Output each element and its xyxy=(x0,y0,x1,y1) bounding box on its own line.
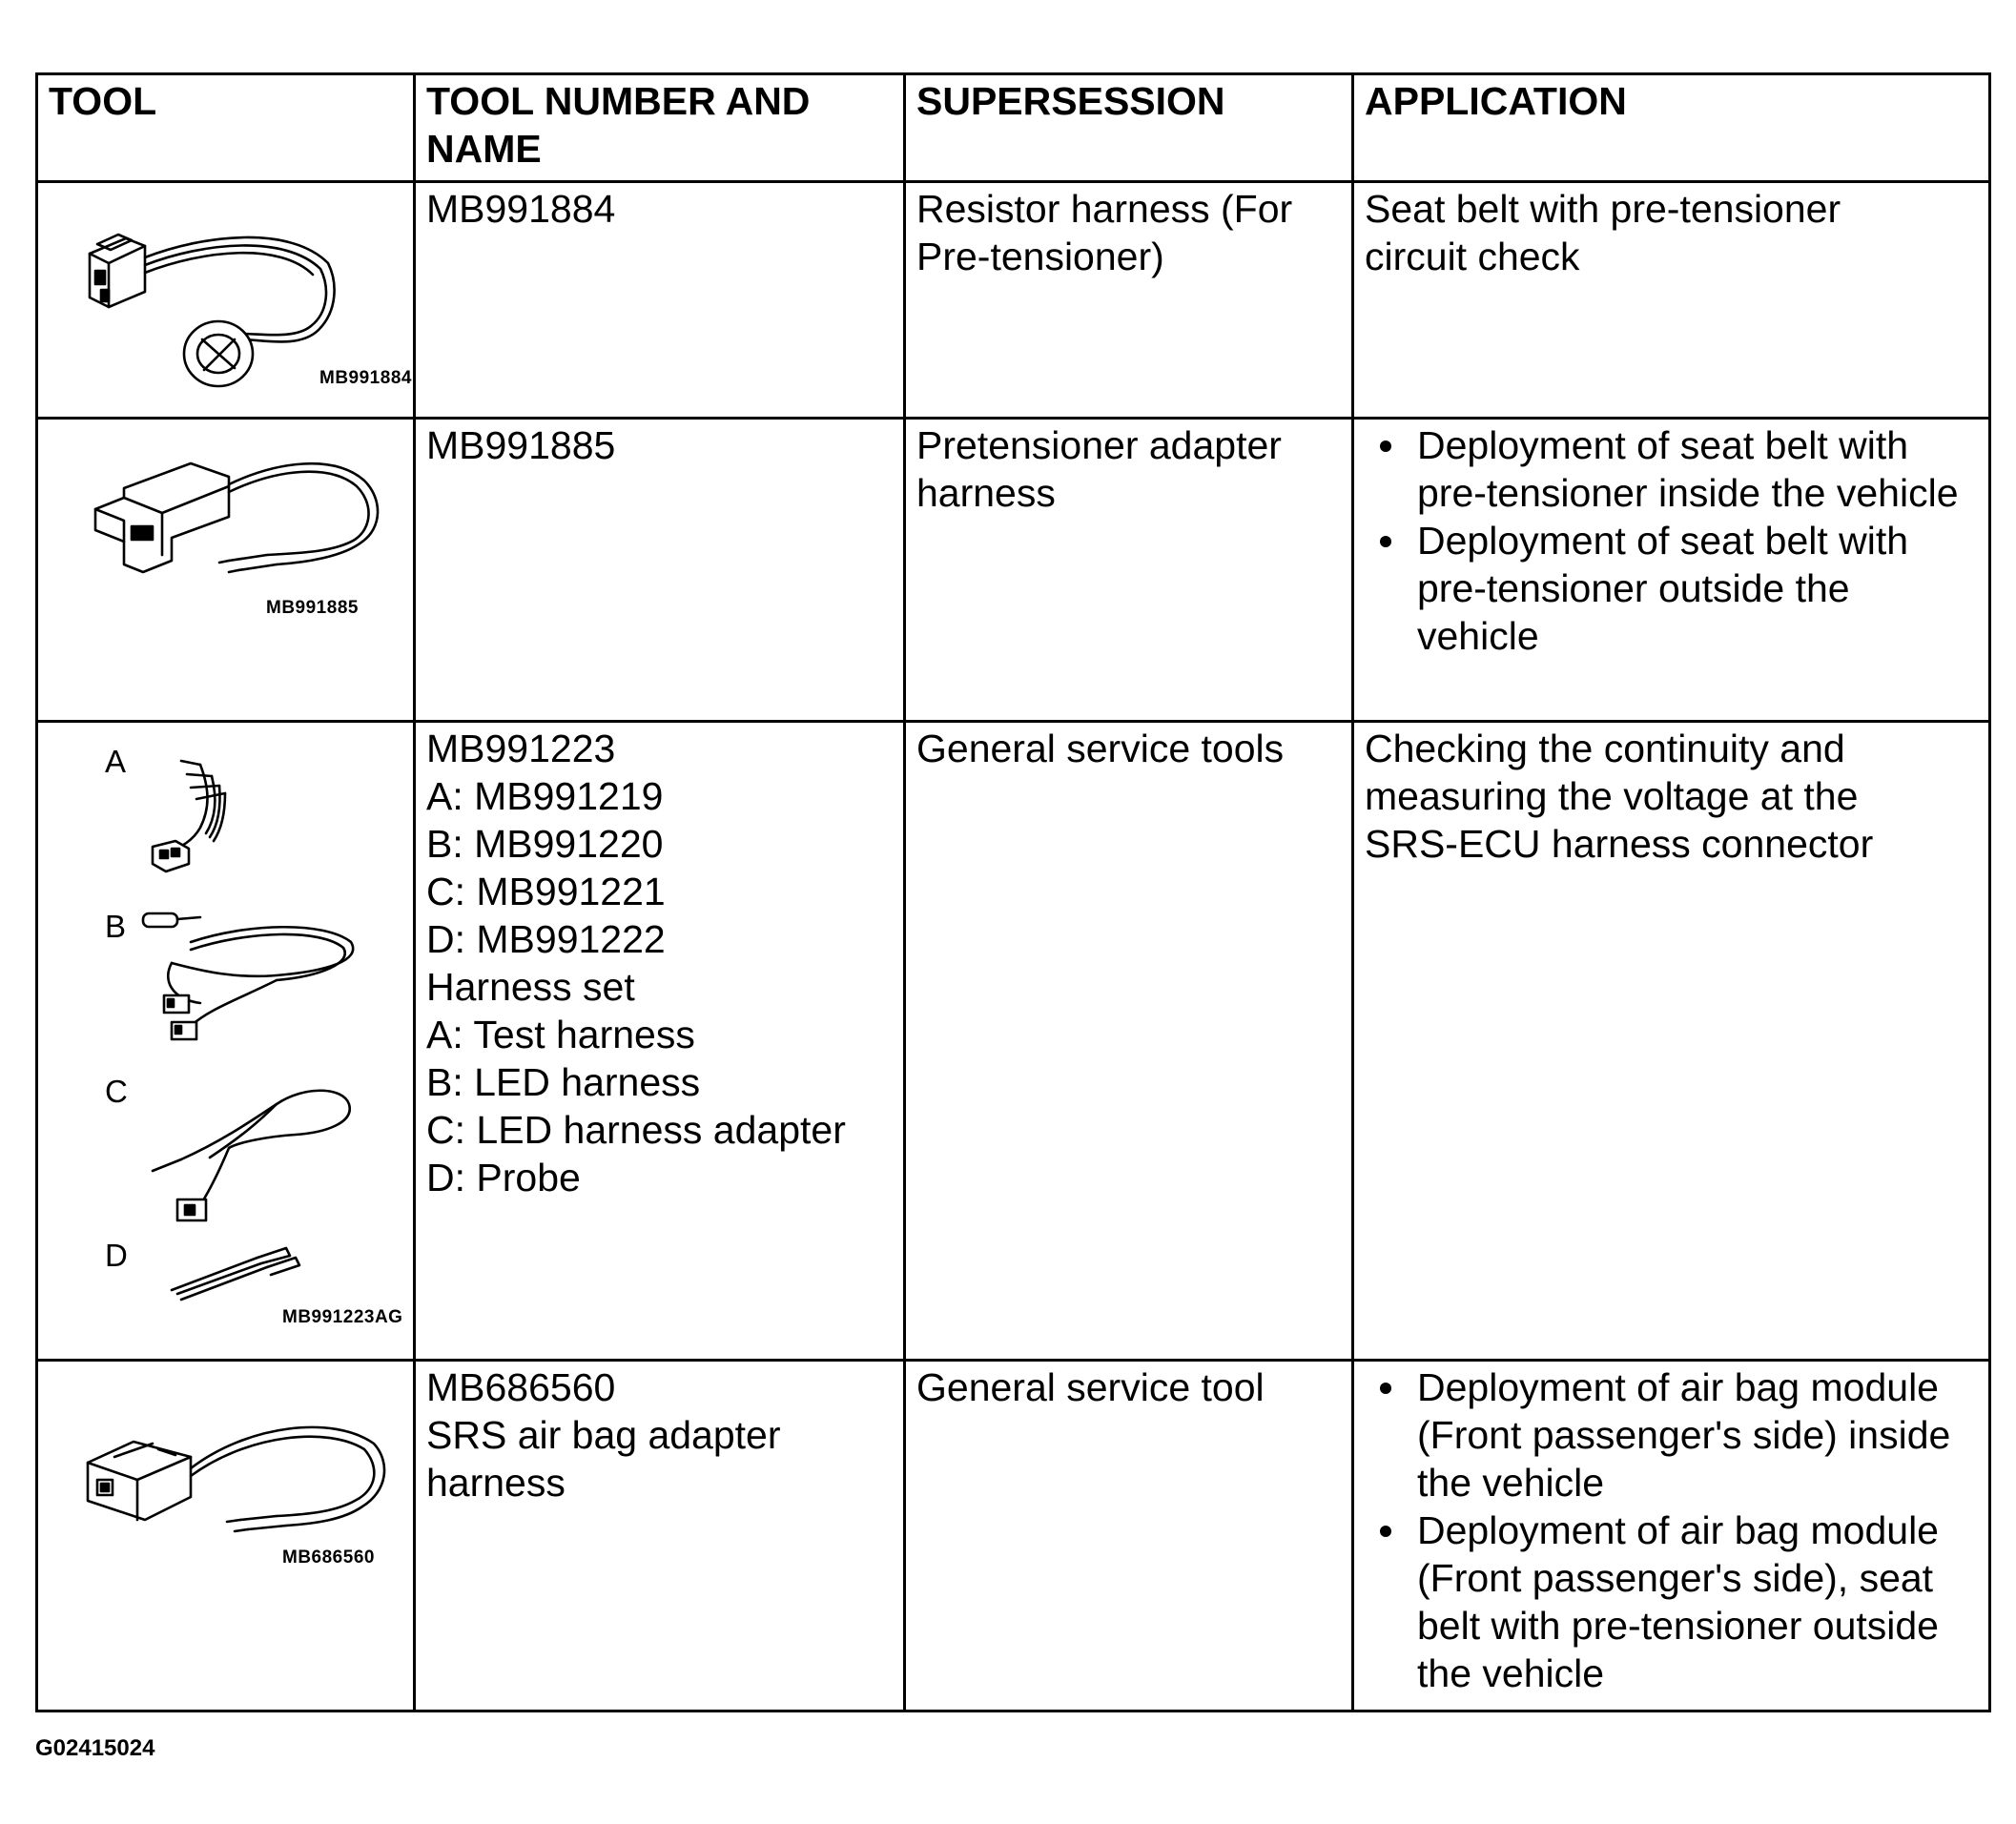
supersession-line: harness xyxy=(916,471,1056,515)
list-item: Deployment of air bag module (Front passenger's side), seat belt with pre-tensioner outside the vehicle xyxy=(1365,1506,1975,1697)
supersession-cell xyxy=(905,182,1353,419)
tool-image-label: MB686560 xyxy=(282,1547,375,1568)
test-harness-illustration xyxy=(134,742,324,894)
led-harness-illustration xyxy=(134,904,381,1066)
list-item: Deployment of seat belt with pre-tensioner inside the vehicle xyxy=(1365,421,1969,517)
supersession-cell xyxy=(905,1361,1353,1711)
tool-image-cell xyxy=(37,419,415,722)
supersession-line: General service tool xyxy=(916,1365,1265,1409)
supersession-line: Pre-tensioner) xyxy=(916,235,1164,278)
application-cell xyxy=(1353,1361,1990,1711)
tool-number-cell xyxy=(415,722,905,1361)
tool-name-line: Harness set xyxy=(426,965,635,1009)
supersession-cell xyxy=(905,722,1353,1361)
tool-number: MB991885 xyxy=(426,423,616,467)
tool-image-label: MB991223AG xyxy=(282,1307,403,1327)
image-letter-c: C xyxy=(105,1074,128,1109)
tool-name-line: harness xyxy=(426,1461,566,1505)
supersession-line: Pretensioner adapter xyxy=(916,423,1282,467)
tool-image-cell xyxy=(37,722,415,1361)
tool-name-line: A: Test harness xyxy=(426,1013,695,1056)
application-cell xyxy=(1353,722,1990,1361)
tool-image-cell xyxy=(37,182,415,419)
probe-illustration xyxy=(162,1233,334,1309)
tool-name-line: C: LED harness adapter xyxy=(426,1108,846,1152)
application-line: SRS-ECU harness connector xyxy=(1365,822,1874,866)
tool-number: MB991223 xyxy=(426,727,616,770)
tool-number: MB991884 xyxy=(426,187,616,231)
led-harness-adapter-illustration xyxy=(134,1066,381,1228)
tool-image-label: MB991884 xyxy=(319,368,412,388)
application-cell xyxy=(1353,419,1990,722)
tool-image-cell xyxy=(37,1361,415,1711)
resistor-harness-illustration xyxy=(51,196,338,387)
tool-image-label: MB991885 xyxy=(266,598,359,618)
tool-number-line: A: MB991219 xyxy=(426,774,664,818)
list-item: Deployment of air bag module (Front passenger's side) inside the vehicle xyxy=(1365,1363,1975,1506)
header-supersession: SUPERSESSION xyxy=(905,74,1353,182)
application-cell xyxy=(1353,182,1990,419)
supersession-line: General service tools xyxy=(916,727,1285,770)
supersession-cell xyxy=(905,419,1353,722)
tool-number-line: C: MB991221 xyxy=(426,870,666,913)
tool-number-cell xyxy=(415,1361,905,1711)
image-letter-d: D xyxy=(105,1238,128,1273)
table-row xyxy=(37,419,1990,722)
application-line: Checking the continuity and xyxy=(1365,727,1845,770)
application-line: Seat belt with pre-tensioner xyxy=(1365,187,1841,231)
tool-name-line: D: Probe xyxy=(426,1156,581,1199)
tool-name-line: B: LED harness xyxy=(426,1060,701,1104)
header-row xyxy=(37,74,1990,182)
supersession-line: Resistor harness (For xyxy=(916,187,1293,231)
header-tool-number-and-name: TOOL NUMBER AND NAME xyxy=(415,74,905,182)
header-application: APPLICATION xyxy=(1353,74,1990,182)
tool-number-cell xyxy=(415,182,905,419)
list-item: Deployment of seat belt with pre-tensioner outside the vehicle xyxy=(1365,517,1969,660)
image-letter-b: B xyxy=(105,909,127,944)
application-bullet-list xyxy=(1365,1363,1975,1697)
tool-number-line: B: MB991220 xyxy=(426,822,664,866)
application-line: circuit check xyxy=(1365,235,1580,278)
tool-number: MB686560 xyxy=(426,1365,616,1409)
tool-number-cell xyxy=(415,419,905,722)
tool-number-line: D: MB991222 xyxy=(426,917,666,961)
table-row xyxy=(37,722,1990,1361)
tool-name-line: SRS air bag adapter xyxy=(426,1413,781,1457)
special-tools-table xyxy=(35,72,1991,1712)
application-line: measuring the voltage at the xyxy=(1365,774,1859,818)
figure-id: G02415024 xyxy=(35,1735,155,1761)
table-row xyxy=(37,1361,1990,1711)
application-bullet-list xyxy=(1365,421,1969,660)
header-tool: TOOL xyxy=(37,74,415,182)
image-letter-a: A xyxy=(105,744,127,779)
table-row xyxy=(37,182,1990,419)
